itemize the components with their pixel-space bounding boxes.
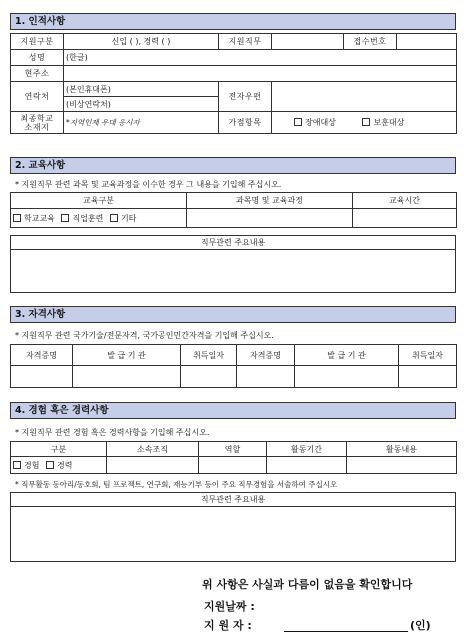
section4-note: * 지원직무 관련 경험 혹은 경력사항을 기입해 주십시오. (15, 428, 210, 437)
bonus-veteran-label: 보훈대상 (373, 118, 405, 127)
checkbox-icon[interactable] (13, 461, 21, 469)
bonus-options (272, 112, 457, 134)
exp-type-options (11, 457, 107, 474)
section4-title: 4. 경험 혹은 경력사항 (10, 402, 456, 419)
bonus-disabled-label: 장애대상 (305, 118, 336, 127)
contact-mobile-field[interactable]: (본인휴대폰) (64, 82, 219, 97)
checkbox-icon[interactable] (61, 214, 69, 222)
signature-line[interactable] (284, 631, 408, 632)
education-table (10, 192, 457, 228)
confirm-statement: 위 사항은 사실과 다름이 없음을 확인합니다 (202, 578, 413, 591)
date-label: 지원날짜 : (204, 600, 255, 613)
col-exp-org: 소속조직 (107, 442, 199, 457)
col-cert-issuer-2: 발 급 기 관 (295, 345, 399, 366)
col-exp-period: 활동기간 (267, 442, 347, 457)
opt-career[interactable] (46, 461, 72, 470)
col-exp-content: 활동내용 (347, 442, 457, 457)
checkbox-icon[interactable] (294, 118, 302, 126)
education-content-table (10, 235, 456, 293)
receipt-label: 접수번호 (344, 34, 397, 50)
cert-issuer-field-2[interactable] (295, 366, 399, 388)
contact-emergency-field[interactable]: (비상연락처) (64, 97, 219, 112)
col-cert-name-1: 자격증명 (11, 345, 73, 366)
cert-date-field-1[interactable] (181, 366, 237, 388)
opt-other-label: 기타 (120, 213, 137, 223)
section2-title: 2. 교육사항 (10, 157, 456, 174)
edu-type-options (11, 209, 187, 228)
exp-role-field[interactable] (199, 457, 267, 474)
exp-content-field[interactable] (347, 457, 457, 474)
applicant-label: 지 원 자 : (204, 619, 252, 632)
edu-time-field[interactable] (353, 209, 457, 228)
section1-title: 1. 인적사항 (10, 13, 456, 30)
section3-note: * 지원직무 관련 국가기술/전문자격, 국가공인민간자격을 기입해 주십시오. (15, 331, 274, 340)
school-field[interactable]: *지역인재 우대 응시자 (64, 112, 219, 134)
email-label: 전자우편 (219, 82, 272, 112)
checkbox-icon[interactable] (46, 461, 54, 469)
bonus-label: 가점항목 (219, 112, 272, 134)
col-cert-date-1: 취득일자 (181, 345, 237, 366)
position-field[interactable] (272, 34, 344, 50)
name-label: 성명 (11, 50, 64, 66)
edu-course-field[interactable] (187, 209, 353, 228)
col-cert-date-2: 취득일자 (399, 345, 457, 366)
col-cert-name-2: 자격증명 (237, 345, 295, 366)
receipt-field[interactable] (397, 34, 457, 50)
col-edu-course: 과목명 및 교육과정 (187, 193, 353, 209)
address-field[interactable] (64, 66, 457, 82)
bonus-veteran-option[interactable] (362, 118, 404, 127)
address-label: 현주소 (11, 66, 64, 82)
opt-school[interactable] (13, 214, 55, 223)
col-exp-type: 구분 (11, 442, 107, 457)
checkbox-icon[interactable] (110, 214, 118, 222)
school-label-line2: 소재지 (24, 122, 50, 132)
opt-vocational[interactable] (61, 214, 103, 223)
cert-name-field-1[interactable] (11, 366, 73, 388)
bonus-disabled-option[interactable] (294, 118, 336, 127)
cert-date-field-2[interactable] (399, 366, 457, 388)
school-label-line1: 최종학교 (20, 113, 54, 123)
opt-experience-label: 경험 (24, 460, 40, 470)
apply-type-label: 지원구분 (11, 34, 64, 50)
certificate-table (10, 344, 457, 388)
position-label: 지원직무 (219, 34, 272, 50)
experience-content-table (10, 492, 456, 562)
col-edu-type: 교육구분 (11, 193, 187, 209)
experience-table (10, 441, 457, 474)
exp-org-field[interactable] (107, 457, 199, 474)
checkbox-icon[interactable] (362, 118, 370, 126)
col-cert-issuer-1: 발 급 기 관 (73, 345, 181, 366)
opt-vocational-label: 직업훈련 (72, 213, 104, 223)
name-field[interactable]: (한글) (64, 50, 457, 66)
exp-period-field[interactable] (267, 457, 347, 474)
section2-note: * 지원직무 관련 과목 및 교육과정을 이수한 경우 그 내용을 기입해 주십시오. (15, 180, 282, 189)
col-exp-role: 역할 (199, 442, 267, 457)
cert-name-field-2[interactable] (237, 366, 295, 388)
edu-content-label: 직무관련 주요내용 (11, 236, 456, 250)
contact-label: 연락처 (11, 82, 64, 112)
seal-mark: (인) (410, 619, 431, 632)
opt-other[interactable] (110, 214, 136, 223)
edu-content-field[interactable] (11, 250, 456, 293)
section4-note2: * 직무활동 동아리/동호회, 팀 프로젝트, 연구회, 재능기부 등이 주요 직무경험을 서술하여 주십시오 (15, 480, 338, 489)
col-edu-time: 교육시간 (353, 193, 457, 209)
personal-info-table (10, 33, 457, 134)
checkbox-icon[interactable] (13, 214, 21, 222)
email-field[interactable] (272, 82, 457, 112)
exp-content-label: 직무관련 주요내용 (11, 493, 456, 507)
section3-title: 3. 자격사항 (10, 306, 456, 323)
opt-school-label: 학교교육 (24, 213, 55, 223)
cert-issuer-field-1[interactable] (73, 366, 181, 388)
exp-content-detail-field[interactable] (11, 507, 456, 562)
school-label (11, 112, 64, 134)
opt-experience[interactable] (13, 461, 39, 470)
apply-type-field[interactable]: 신입 ( ), 경력 ( ) (64, 34, 219, 50)
opt-career-label: 경력 (57, 460, 73, 470)
